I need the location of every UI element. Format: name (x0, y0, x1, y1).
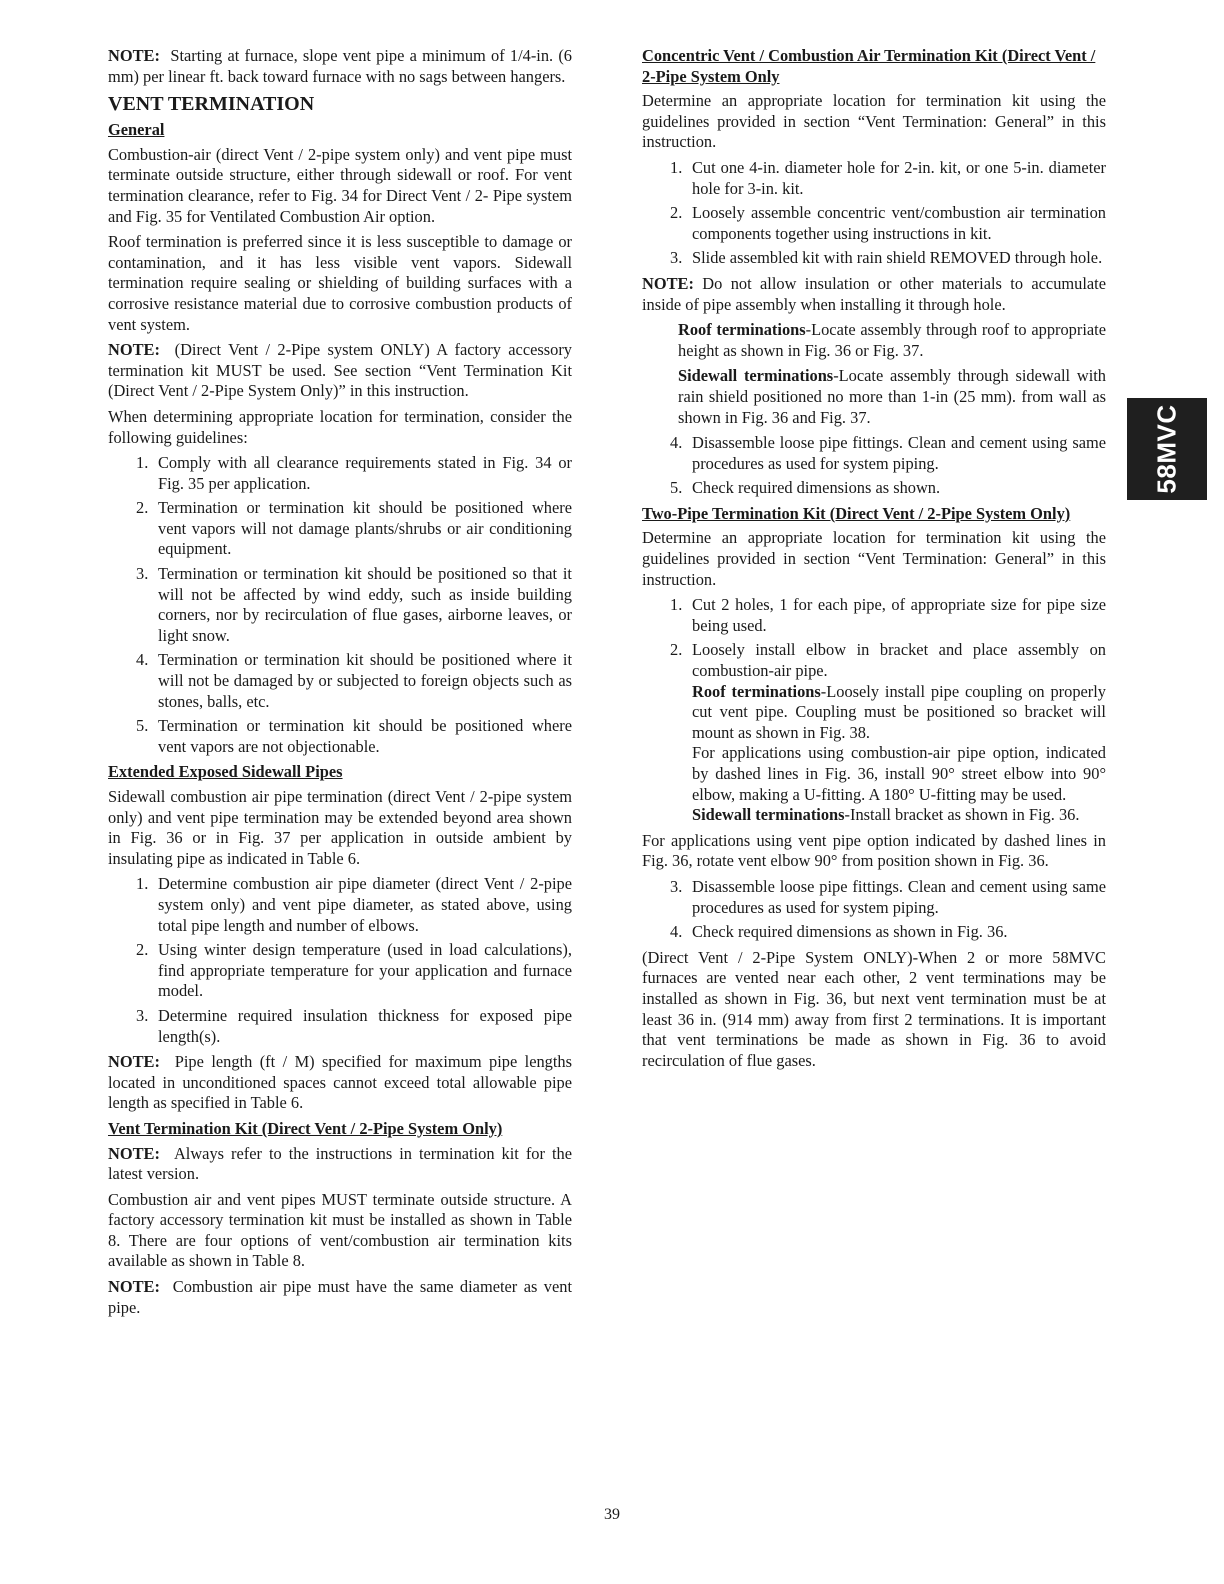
general-heading: General (108, 120, 165, 140)
note-text: Pipe length (ft / M) specified for maximum pipe lengths located in unconditioned spaces cannot exceed total allowable pipe length as specified in Table 6. (108, 1052, 572, 1113)
note-paragraph (108, 46, 572, 87)
item-number: 2. (670, 640, 683, 660)
note-paragraph (108, 1277, 572, 1318)
item-text: Comply with all clearance requirements stated in Fig. 34 or Fig. 35 per application. (158, 453, 572, 493)
note-label: NOTE: (108, 1143, 160, 1163)
item-number: 1. (136, 453, 149, 473)
list-item (642, 158, 1106, 199)
item-text: Loosely assemble concentric vent/combustion air termination components together using instructions in kit. (692, 203, 1106, 243)
extended-paragraph: Sidewall combustion air pipe termination (direct Vent / 2-pipe system only) and vent pipe termination may be extended beyond area shown in Fig. 36 or in Fig. 37 per application in outside ambient by insulating pipe as indicated in Table 6. (108, 787, 572, 868)
list-item (108, 1006, 572, 1047)
list-item (108, 650, 572, 712)
list-item (108, 564, 572, 646)
note-paragraph (642, 274, 1106, 315)
item-number: 1. (670, 595, 683, 615)
list-item (642, 877, 1106, 918)
extended-heading: Extended Exposed Sidewall Pipes (108, 762, 343, 782)
item-number: 3. (670, 248, 683, 268)
item-text: Cut 2 holes, 1 for each pipe, of appropriate size for pipe size being used. (692, 595, 1106, 635)
note-paragraph (108, 1052, 572, 1114)
page-number: 39 (604, 1506, 620, 1523)
item-number: 3. (136, 1005, 149, 1025)
combustion-air-option-paragraph: For applications using combustion-air pipe option, indicated by dashed lines in Fig. 36, install 90° street elbow into 90° elbow, making a U-fitting. A 180° U-fitting may be used. (692, 743, 1106, 804)
item-number: 2. (136, 498, 149, 518)
list-item (642, 203, 1106, 244)
list-item (108, 940, 572, 1002)
model-tab-label: 58MVC (1151, 404, 1182, 494)
item-text: Termination or termination kit should be positioned so that it will not be affected by wind eddy, such as inside building corners, nor by recirculation of flue gases, airborne leaves, or light snow. (158, 564, 572, 645)
note-label: NOTE: (108, 46, 160, 65)
note-text: Always refer to the instructions in termination kit for the latest version. (108, 1143, 572, 1184)
sidewall-terminations-paragraph (642, 366, 1106, 428)
item-text: Slide assembled kit with rain shield REMOVED through hole. (692, 248, 1103, 268)
list-item (642, 248, 1106, 269)
list-item (642, 640, 1106, 825)
list-item (108, 874, 572, 936)
kit-heading: Vent Termination Kit (Direct Vent / 2-Pipe System Only) (108, 1118, 503, 1138)
item-number: 2. (670, 203, 683, 223)
roof-terminations-paragraph (692, 682, 1106, 744)
two-pipe-heading: Two-Pipe Termination Kit (Direct Vent / 2-Pipe System Only) (642, 503, 1071, 523)
list-item (642, 595, 1106, 636)
item-text: Check required dimensions as shown in Fig. 36. (692, 922, 1008, 942)
item-text: Termination or termination kit should be positioned where vent vapors will not damage plants/shrubs or air conditioning equipment. (158, 498, 572, 559)
list-item (108, 453, 572, 494)
note-paragraph (108, 1144, 572, 1185)
two-pipe-steps-list-continued (642, 877, 1106, 943)
multiple-furnaces-paragraph: (Direct Vent / 2-Pipe System ONLY)-When 2 or more 58MVC furnaces are vented near each other, 2 vent terminations may be installed as shown in Fig. 36, but next vent termination must be at least 36 in. (914 mm) away from first 2 terminations. It is important that vent terminations be made as shown in Fig. 36 to avoid recirculation of flue gases. (642, 947, 1106, 1070)
section-title: VENT TERMINATION (108, 93, 315, 116)
sidewall-terminations-label: Sidewall terminations (692, 805, 845, 825)
rotate-elbow-paragraph: For applications using vent pipe option indicated by dashed lines in Fig. 36, rotate vent elbow 90° from position shown in Fig. 36. (642, 830, 1106, 871)
note-text: Starting at furnace, slope vent pipe a minimum of 1/4-in. (6 mm) per linear ft. back toward furnace with no sags between hangers. (108, 46, 572, 86)
list-item (108, 716, 572, 757)
left-column (108, 46, 572, 1323)
list-item (642, 433, 1106, 474)
item-text: Loosely install elbow in bracket and place assembly on combustion-air pipe. (692, 640, 1106, 681)
item-number: 5. (136, 716, 149, 736)
general-paragraph-2: Roof termination is preferred since it is less susceptible to damage or contamination, and it has less visible vent vapors. Sidewall termination require sealing or shielding of building surfaces with a corrosive resistance material due to corrosive combustion products of vent system. (108, 232, 572, 334)
item-text: Check required dimensions as shown. (692, 478, 941, 498)
item-text: Using winter design temperature (used in load calculations), find appropriate temperature for your application and furnace model. (158, 940, 572, 1001)
note-paragraph (108, 340, 572, 402)
concentric-steps-list-continued (642, 433, 1106, 499)
note-label: NOTE: (108, 1052, 160, 1072)
item-number: 1. (670, 157, 683, 177)
note-text: Do not allow insulation or other materials to accumulate inside of pipe assembly when installing it through hole. (642, 273, 1106, 314)
item-text: Disassemble loose pipe fittings. Clean and cement using same procedures as used for system piping. (692, 433, 1106, 473)
concentric-intro: Determine an appropriate location for termination kit using the guidelines provided in section “Vent Termination: General” in this instruction. (642, 91, 1106, 152)
guidelines-intro: When determining appropriate location for termination, consider the following guidelines: (108, 406, 572, 447)
note-label: NOTE: (108, 1277, 160, 1297)
item-number: 4. (670, 433, 683, 453)
roof-terminations-text: -Locate assembly through roof to appropriate height as shown in Fig. 36 or Fig. 37. (678, 320, 1106, 360)
item-number: 3. (136, 564, 149, 584)
item-number: 4. (670, 922, 683, 942)
item-text: Disassemble loose pipe fittings. Clean and cement using same procedures as used for system piping. (692, 876, 1106, 917)
sidewall-terminations-paragraph (692, 805, 1106, 826)
concentric-heading: Concentric Vent / Combustion Air Termination Kit (Direct Vent / 2-Pipe System Only (642, 46, 1096, 86)
sidewall-terminations-text: -Install bracket as shown in Fig. 36. (844, 805, 1080, 825)
item-text: Termination or termination kit should be positioned where vent vapors are not objectionable. (158, 716, 572, 756)
item-text: Determine combustion air pipe diameter (direct Vent / 2-pipe system only) and vent pipe diameter, as stated above, using total pipe length and number of elbows. (158, 874, 572, 935)
model-side-tab (1127, 398, 1207, 500)
note-label: NOTE: (642, 273, 694, 293)
list-item (108, 498, 572, 560)
concentric-steps-list (642, 158, 1106, 269)
item-number: 2. (136, 940, 149, 960)
roof-terminations-label: Roof terminations (692, 681, 821, 701)
item-text: Determine required insulation thickness for exposed pipe length(s). (158, 1005, 572, 1046)
two-pipe-intro: Determine an appropriate location for termination kit using the guidelines provided in section “Vent Termination: General” in this instruction. (642, 528, 1106, 589)
sidewall-terminations-label: Sidewall terminations (678, 366, 834, 386)
list-item (642, 922, 1106, 943)
roof-terminations-label: Roof terminations (678, 320, 806, 340)
list-item (642, 478, 1106, 499)
general-paragraph-1: Combustion-air (direct Vent / 2-pipe system only) and vent pipe must terminate outside structure, either through sidewall or roof. For vent termination clearance, refer to Fig. 34 for Direct Vent / 2- Pipe system and Fig. 35 for Ventilated Combustion Air option. (108, 144, 572, 226)
item-number: 4. (136, 650, 149, 670)
extended-steps-list (108, 874, 572, 1047)
kit-paragraph: Combustion air and vent pipes MUST terminate outside structure. A factory accessory termination kit must be installed as shown in Table 8. There are four options of vent/combustion air termination kits available as shown in Table 8. (108, 1189, 572, 1271)
right-column (642, 46, 1106, 1076)
note-label: NOTE: (108, 340, 160, 360)
roof-terminations-paragraph (642, 320, 1106, 361)
item-number: 1. (136, 874, 149, 894)
item-text: Cut one 4-in. diameter hole for 2-in. kit, or one 5-in. diameter hole for 3-in. kit. (692, 157, 1106, 198)
item-number: 3. (670, 876, 683, 896)
roof-terminations-text: -Loosely install pipe coupling on properly cut vent pipe. Coupling must be positioned so bracket will mount as shown in Fig. 38. (692, 681, 1107, 742)
item-number: 5. (670, 478, 683, 498)
guidelines-list (108, 453, 572, 757)
item-text: Termination or termination kit should be positioned where it will not be damaged by or subjected to foreign objects such as stones, balls, etc. (158, 650, 572, 711)
note-text: (Direct Vent / 2-Pipe system ONLY) A factory accessory termination kit MUST be used. See section “Vent Termination Kit (Direct Vent / 2-Pipe System Only)” in this instruction. (108, 340, 572, 401)
note-text: Combustion air pipe must have the same diameter as vent pipe. (108, 1277, 572, 1317)
sidewall-terminations-text: -Locate assembly through sidewall with rain shield positioned no more than 1-in (25 mm). from wall as shown in Fig. 36 and Fig. 37. (678, 366, 1106, 427)
two-pipe-steps-list (642, 595, 1106, 826)
